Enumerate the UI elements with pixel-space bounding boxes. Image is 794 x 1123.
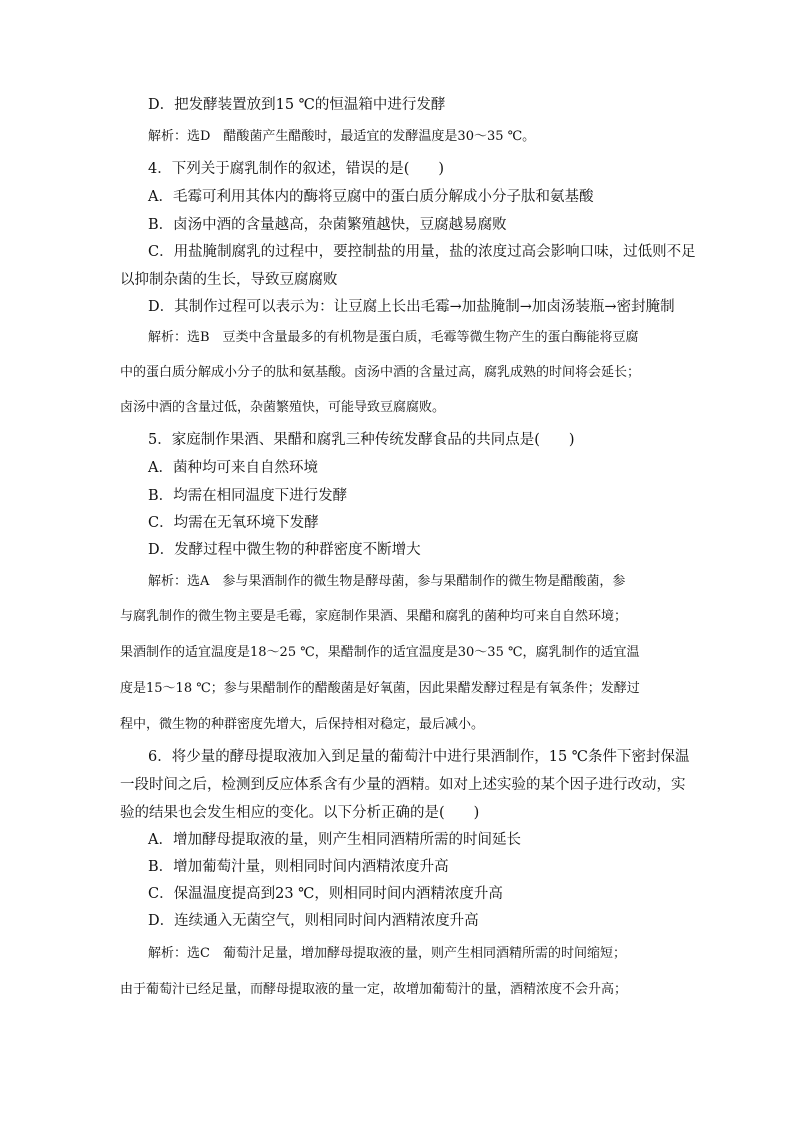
q5-analysis-line-2: 与腐乳制作的微生物主要是毛霉，家庭制作果酒、果醋和腐乳的菌种均可来自自然环境； (120, 609, 628, 624)
q3-analysis: 解析：选D 醋酸菌产生醋酸时，最适宜的发酵温度是30～35 ℃。 (148, 129, 536, 144)
q5-analysis-line-1: 解析：选A 参与果酒制作的微生物是酵母菌，参与果醋制作的微生物是醋酸菌，参 (148, 574, 626, 589)
q4-analysis-line-1: 解析：选B 豆类中含量最多的有机物是蛋白质，毛霉等微生物产生的蛋白酶能将豆腐 (148, 330, 639, 345)
q5-analysis-line-5: 程中，微生物的种群密度先增大，后保持相对稳定，最后减小。 (120, 717, 485, 732)
q3-option-d: D．把发酵装置放到15 ℃的恒温箱中进行发酵 (148, 97, 446, 113)
q4-option-c-continued: 以抑制杂菌的生长，导致豆腐腐败 (120, 272, 338, 288)
q4-analysis-line-3: 卤汤中酒的含量过低，杂菌繁殖快，可能导致豆腐腐败。 (120, 400, 446, 415)
q4-stem: 4．下列关于腐乳制作的叙述，错误的是( ) (148, 161, 445, 177)
q6-analysis-line-1: 解析：选C 葡萄汁足量，增加酵母提取液的量，则产生相同酒精所需的时间缩短； (148, 946, 626, 961)
q5-option-d: D．发酵过程中微生物的种群密度不断增大 (148, 542, 421, 558)
q4-option-d: D．其制作过程可以表示为：让豆腐上长出毛霉→加盐腌制→加卤汤装瓶→密封腌制 (148, 299, 675, 315)
q5-stem: 5．家庭制作果酒、果醋和腐乳三种传统发酵食品的共同点是( ) (148, 432, 575, 448)
q5-option-c: C．均需在无氧环境下发酵 (148, 515, 319, 531)
q6-stem-line-2: 一段时间之后，检测到反应体系含有少量的酒精。如对上述实验的某个因子进行改动，实 (120, 777, 686, 793)
q5-option-a: A．菌种均可来自自然环境 (148, 460, 318, 476)
q4-option-c: C．用盐腌制腐乳的过程中，要控制盐的用量，盐的浓度过高会影响口味，过低则不足 (148, 244, 696, 260)
q6-stem-line-1: 6．将少量的酵母提取液加入到足量的葡萄汁中进行果酒制作，15 ℃条件下密封保温 (148, 749, 690, 765)
q4-option-b: B．卤汤中酒的含量越高，杂菌繁殖越快，豆腐越易腐败 (148, 217, 507, 233)
q4-option-a: A．毛霉可利用其体内的酶将豆腐中的蛋白质分解成小分子肽和氨基酸 (148, 189, 594, 205)
q6-option-c: C．保温温度提高到23 ℃，则相同时间内酒精浓度升高 (148, 886, 503, 902)
q4-analysis-line-2: 中的蛋白质分解成小分子的肽和氨基酸。卤汤中酒的含量过高，腐乳成熟的时间将会延长； (120, 365, 641, 380)
q6-option-d: D．连续通入无菌空气，则相同时间内酒精浓度升高 (148, 913, 479, 929)
q6-stem-line-3: 验的结果也会发生相应的变化。以下分析正确的是( ) (120, 805, 480, 821)
q6-option-b: B．增加葡萄汁量，则相同时间内酒精浓度升高 (148, 859, 449, 875)
q5-analysis-line-4: 度是15～18 ℃；参与果醋制作的醋酸菌是好氧菌，因此果醋发酵过程是有氧条件；发酵过 (120, 681, 640, 696)
q6-analysis-line-2: 由于葡萄汁已经足量，而酵母提取液的量一定，故增加葡萄汁的量，酒精浓度不会升高； (120, 982, 628, 997)
q5-option-b: B．均需在相同温度下进行发酵 (148, 488, 348, 504)
q6-option-a: A．增加酵母提取液的量，则产生相同酒精所需的时间延长 (148, 832, 521, 848)
q5-analysis-line-3: 果酒制作的适宜温度是18～25 ℃，果醋制作的适宜温度是30～35 ℃，腐乳制作的适宜温 (120, 645, 640, 660)
